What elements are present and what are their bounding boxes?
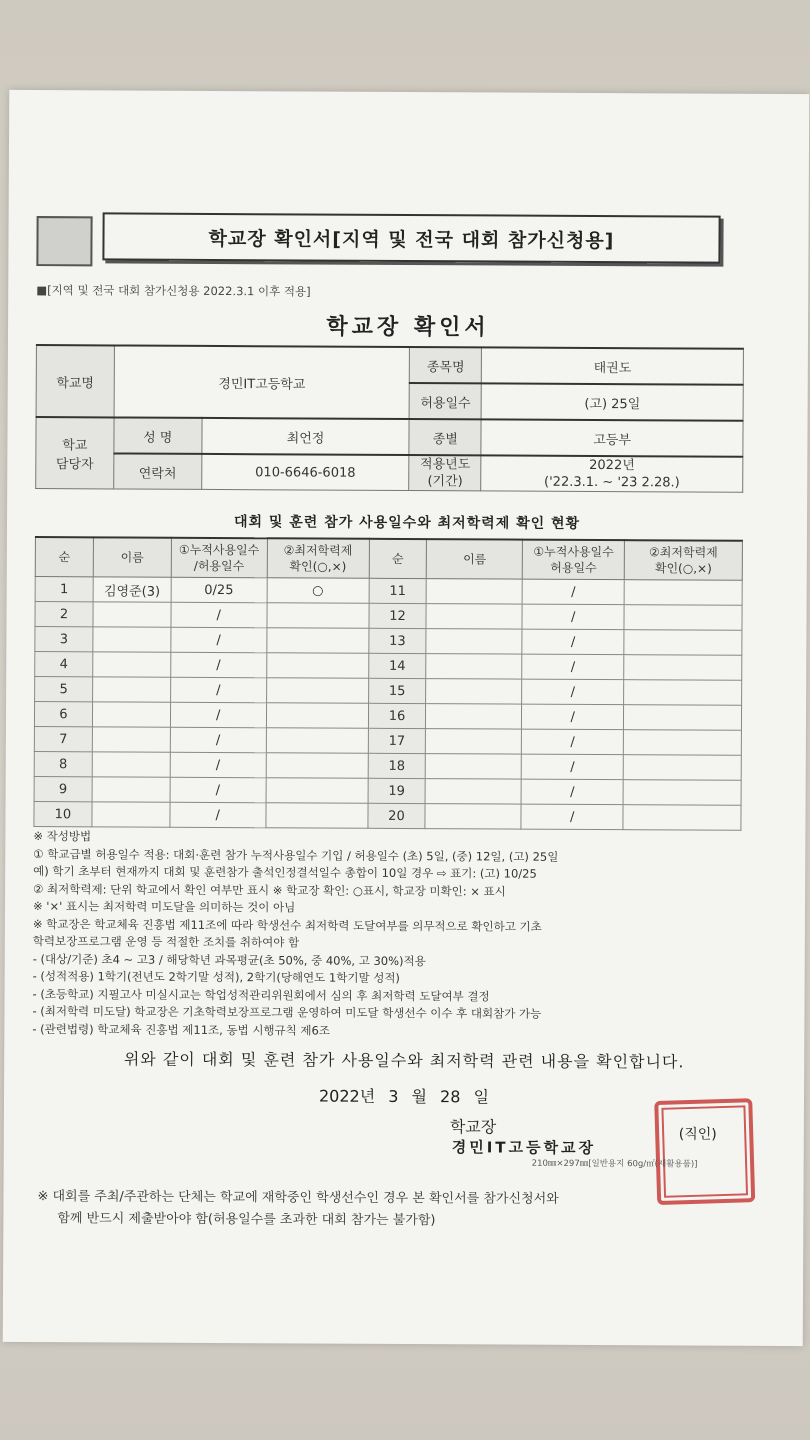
instruction-line: - (성적적용) 1학기(전년도 2학기말 성적), 2학기(당해연도 1학기말 성적) <box>32 969 400 985</box>
table-row <box>35 602 742 631</box>
row-check <box>266 728 368 754</box>
row-name <box>427 579 523 605</box>
school-value: 경민IT고등학교 <box>114 345 410 419</box>
row-number: 19 <box>368 778 426 803</box>
row-check <box>624 680 742 706</box>
row-check <box>623 755 741 781</box>
row-days: / <box>170 727 266 753</box>
row-name <box>92 702 170 727</box>
instruction-line: - (관련법령) 학교체육 진흥법 제11조, 동법 시행규칙 제6조 <box>32 1021 331 1038</box>
row-days: / <box>171 602 267 628</box>
principal-label: 학교장 <box>449 1117 497 1137</box>
table-row <box>35 677 742 706</box>
table-row <box>34 702 741 731</box>
instruction-line: - (최저학력 미도달) 학교장은 기초학력보장프로그램 운영하여 미도달 학생선수 이수 후 대회참가 가능 <box>32 1004 542 1021</box>
row-days: / <box>522 579 624 605</box>
row-number: 12 <box>369 603 427 628</box>
row-check <box>266 803 368 829</box>
col-days: ①누적사용일수 /허용일수 <box>171 538 267 578</box>
issue-date: 2022년 3 월 28 일 <box>318 1086 490 1107</box>
row-days: / <box>170 677 266 703</box>
header-title: 학교장 확인서[지역 및 전국 대회 참가신청용] <box>102 212 720 263</box>
row-name <box>426 729 522 755</box>
instruction-line: ※ 학교장은 학교체육 진흥법 제11조에 따라 학생선수 최저학력 도달여부를 의무적으로 확인하고 기초 <box>32 916 542 934</box>
row-number: 2 <box>35 602 93 627</box>
row-number: 17 <box>368 728 426 753</box>
row-check <box>623 805 741 831</box>
row-name <box>425 804 521 830</box>
seal-label: (직인) <box>678 1126 717 1143</box>
row-check <box>624 605 742 631</box>
table-row <box>34 802 741 831</box>
row-days: / <box>521 804 623 830</box>
row-number: 20 <box>367 803 425 828</box>
row-days: / <box>170 702 266 728</box>
row-name <box>426 604 522 630</box>
col-no: 순 <box>35 537 93 577</box>
document-title: 학교장 확인서 <box>326 314 490 341</box>
row-name <box>92 727 170 752</box>
table-row <box>34 752 741 781</box>
row-check <box>267 603 369 629</box>
document-paper <box>3 90 810 1346</box>
applicability-note: ■[지역 및 전국 대회 참가신청용 2022.3.1 이후 적용] <box>36 283 311 299</box>
row-number: 7 <box>34 727 92 752</box>
row-days: / <box>170 752 266 778</box>
name-label: 성 명 <box>114 417 202 453</box>
table-row <box>35 627 742 656</box>
row-number: 5 <box>35 677 93 702</box>
row-number: 18 <box>368 753 426 778</box>
instruction-line: - (대상/기준) 초4 ~ 고3 / 해당학년 과목평균(초 50%, 중 40%, 고 30%)적용 <box>32 951 426 968</box>
principal-school-name: 경민IT고등학교장 <box>451 1138 597 1158</box>
row-number: 13 <box>368 628 426 653</box>
row-check <box>624 580 742 606</box>
year-value: 2022년 ('22.3.1. ~ '23 2.28.) <box>481 455 743 492</box>
row-number: 15 <box>368 678 426 703</box>
paper-spec: 210㎜×297㎜[일반용지 60g/㎡(재활용품)] <box>531 1158 698 1170</box>
row-days: / <box>171 652 267 678</box>
instruction-line: - (초등학교) 지필고사 미실시교는 학업성적관리위원회에서 심의 후 최저학력 도달여부 결정 <box>32 986 490 1003</box>
row-check <box>266 778 368 804</box>
row-days: / <box>522 679 624 705</box>
table-row <box>34 777 741 806</box>
category-label: 종별 <box>409 419 481 455</box>
row-name <box>92 777 170 802</box>
row-check <box>266 678 368 704</box>
year-label: 적용년도 (기간) <box>409 455 481 491</box>
school-label: 학교명 <box>36 345 114 417</box>
instruction-line: 예) 학기 초부터 현재까지 대회 및 훈련참가 출석인정결석일수 총합이 10일 경우 ⇨ 표기: (고) 10/25 <box>33 864 537 881</box>
row-days: 0/25 <box>171 577 267 603</box>
contact-value: 010-6646-6018 <box>201 454 409 491</box>
footer-line-2: 함께 반드시 제출받아야 함(허용일수를 초과한 대회 참가는 불가함) <box>57 1211 436 1229</box>
row-check <box>624 630 742 656</box>
row-name <box>426 654 522 680</box>
allowed-days-label: 허용일수 <box>409 383 481 419</box>
row-name <box>426 754 522 780</box>
row-days: / <box>170 777 266 803</box>
row-check <box>266 703 368 729</box>
row-days: / <box>521 754 623 780</box>
row-number: 16 <box>368 703 426 728</box>
row-check: ○ <box>267 578 369 604</box>
footer-note <box>37 1186 757 1234</box>
row-number: 4 <box>35 652 93 677</box>
section-title: 대회 및 훈련 참가 사용일수와 최저학력제 확인 현황 <box>233 514 581 532</box>
row-number: 3 <box>35 627 93 652</box>
row-days: / <box>522 604 624 630</box>
category-value: 고등부 <box>481 419 743 456</box>
row-name: 김영준(3) <box>93 577 171 602</box>
row-check <box>266 753 368 779</box>
confirmation-statement: 위와 같이 대회 및 훈련 참가 사용일수와 최저학력 관련 내용을 확인합니다. <box>123 1049 685 1072</box>
instruction-line: ※ '×' 표시는 최저학력 미도달을 의미하는 것이 아님 <box>32 899 296 915</box>
row-days: / <box>521 779 623 805</box>
table-row <box>35 652 742 681</box>
row-number: 14 <box>368 653 426 678</box>
event-value: 태권도 <box>482 347 744 384</box>
row-days: / <box>170 802 266 828</box>
row-number: 6 <box>34 702 92 727</box>
row-days: / <box>171 627 267 653</box>
row-days: / <box>522 654 624 680</box>
row-name <box>93 602 171 627</box>
row-number: 11 <box>369 578 427 603</box>
row-name <box>426 679 522 705</box>
table-row <box>35 577 742 606</box>
col-check: ②최저학력제 확인(○,×) <box>267 538 369 578</box>
instruction-line: 학력보장프로그램 운영 등 적절한 조치를 취하여야 함 <box>32 934 300 950</box>
row-name <box>92 802 170 827</box>
row-name <box>93 627 171 652</box>
allowed-days-value: (고) 25일 <box>481 383 743 420</box>
photo-box <box>36 216 92 266</box>
instruction-line: ① 학교급별 허용일수 적용: 대회·훈련 참가 누적사용일수 기입 / 허용일수 (초) 5일, (중) 12일, (고) 25일 <box>33 846 559 864</box>
event-label: 종목명 <box>410 347 482 383</box>
instructions <box>32 828 753 1042</box>
row-number: 1 <box>35 577 93 602</box>
row-number: 8 <box>34 752 92 777</box>
row-number: 9 <box>34 777 92 802</box>
col-check-right: ②최저학력제 확인(○,×) <box>624 540 742 580</box>
col-name: 이름 <box>93 537 171 577</box>
row-name <box>93 677 171 702</box>
contact-label: 연락처 <box>114 453 202 489</box>
usage-table <box>33 536 743 831</box>
col-name-right: 이름 <box>427 539 523 579</box>
row-name <box>92 752 170 777</box>
row-name <box>426 704 522 730</box>
footer-line-1: ※ 대회를 주최/주관하는 단체는 학교에 재학중인 학생선수인 경우 본 확인서를 참가신청서와 <box>37 1189 559 1207</box>
col-days-right: ①누적사용일수 허용일수 <box>523 540 625 580</box>
row-check <box>624 655 742 681</box>
row-check <box>624 705 742 731</box>
row-check <box>266 653 368 679</box>
col-no-right: 순 <box>369 539 427 579</box>
row-name <box>426 629 522 655</box>
row-check <box>267 628 369 654</box>
row-check <box>623 780 741 806</box>
instruction-line: ② 최저학력제: 단위 학교에서 확인 여부만 표시 ※ 학교장 확인: ○표시, 학교장 미확인: × 표시 <box>33 881 506 899</box>
row-check <box>623 730 741 756</box>
row-name <box>93 652 171 677</box>
row-number: 10 <box>34 802 92 827</box>
row-days: / <box>522 704 624 730</box>
info-table <box>35 344 744 493</box>
table-row <box>34 727 741 756</box>
row-name <box>426 779 522 805</box>
name-value: 최언정 <box>202 418 410 455</box>
row-days: / <box>522 629 624 655</box>
manager-label: 학교 담당자 <box>36 417 114 489</box>
row-days: / <box>522 729 624 755</box>
instruction-line: ※ 작성방법 <box>33 829 92 844</box>
